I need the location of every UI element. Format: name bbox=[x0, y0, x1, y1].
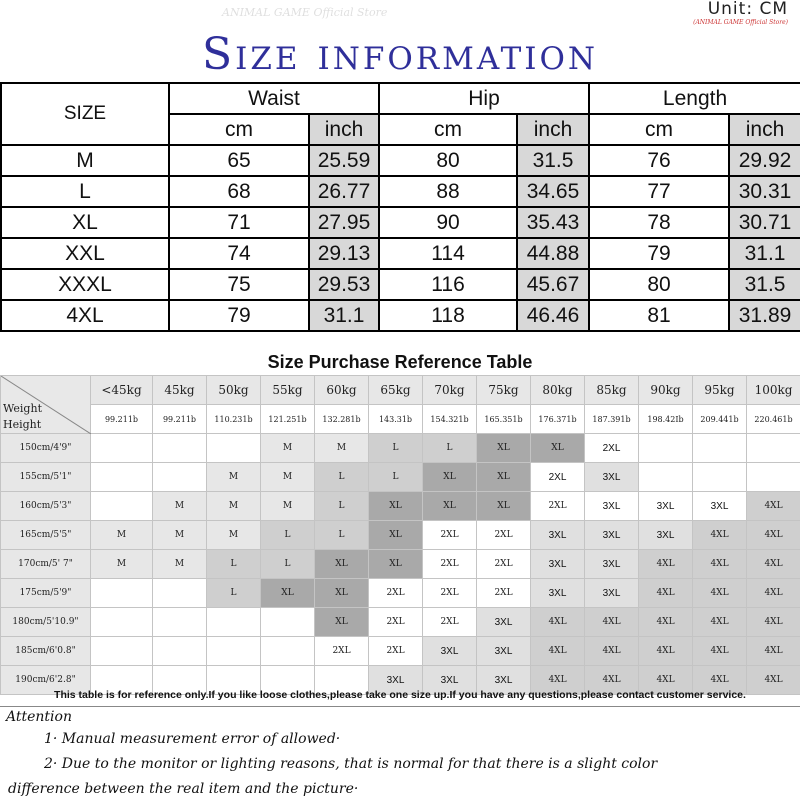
weight-kg-header: 75kg bbox=[477, 376, 531, 405]
size-recommendation-cell bbox=[153, 463, 207, 492]
height-header: 170cm/5' 7" bbox=[1, 550, 91, 579]
size-cell: XL bbox=[1, 207, 169, 238]
size-recommendation-cell: XL bbox=[477, 463, 531, 492]
measure-cell: 35.43 bbox=[517, 207, 589, 238]
measure-cell: 76 bbox=[589, 145, 729, 176]
divider bbox=[0, 706, 800, 707]
weight-lb-header: 165.351b bbox=[477, 405, 531, 434]
size-recommendation-cell: M bbox=[91, 521, 153, 550]
height-header: 165cm/5'5" bbox=[1, 521, 91, 550]
size-recommendation-cell: 4XL bbox=[747, 608, 800, 637]
measure-cell: 29.13 bbox=[309, 238, 379, 269]
size-recommendation-cell: L bbox=[315, 463, 369, 492]
size-recommendation-cell: 4XL bbox=[531, 608, 585, 637]
unit-label bbox=[693, 1, 788, 26]
unit-inch: inch bbox=[309, 114, 379, 145]
measure-cell: 34.65 bbox=[517, 176, 589, 207]
measure-cell: 30.31 bbox=[729, 176, 800, 207]
size-recommendation-cell: 2XL bbox=[477, 550, 531, 579]
watermark: ANIMAL GAME Official Store bbox=[222, 6, 388, 19]
size-recommendation-cell: L bbox=[369, 434, 423, 463]
size-recommendation-cell: 3XL bbox=[693, 492, 747, 521]
weight-lb-header: 198.42Ib bbox=[639, 405, 693, 434]
size-recommendation-cell: 2XL bbox=[315, 637, 369, 666]
size-recommendation-cell bbox=[639, 463, 693, 492]
size-recommendation-cell bbox=[153, 637, 207, 666]
measure-cell: 30.71 bbox=[729, 207, 800, 238]
size-recommendation-cell: 3XL bbox=[585, 492, 639, 521]
size-recommendation-cell: L bbox=[315, 492, 369, 521]
measure-cell: 65 bbox=[169, 145, 309, 176]
size-recommendation-cell: L bbox=[261, 550, 315, 579]
measure-cell: 29.92 bbox=[729, 145, 800, 176]
unit-cm: cm bbox=[589, 114, 729, 145]
measure-cell: 74 bbox=[169, 238, 309, 269]
size-cell: XXL bbox=[1, 238, 169, 269]
weight-kg-header: 70kg bbox=[423, 376, 477, 405]
size-recommendation-cell: L bbox=[207, 579, 261, 608]
attention-item-1: 1· Manual measurement error of allowed· bbox=[44, 731, 341, 747]
weight-lb-header: 143.31b bbox=[369, 405, 423, 434]
store-tag: (ANIMAL GAME Official Store) bbox=[693, 19, 788, 26]
size-row bbox=[1, 238, 800, 269]
weight-lb-header: 99.211b bbox=[153, 405, 207, 434]
size-recommendation-cell: M bbox=[261, 492, 315, 521]
size-recommendation-cell bbox=[693, 463, 747, 492]
size-row bbox=[1, 176, 800, 207]
purchase-table-title: Size Purchase Reference Table bbox=[267, 352, 533, 372]
measure-cell: 80 bbox=[589, 269, 729, 300]
size-recommendation-cell: 3XL bbox=[585, 463, 639, 492]
measure-cell: 44.88 bbox=[517, 238, 589, 269]
height-row bbox=[1, 492, 800, 521]
size-recommendation-cell: 3XL bbox=[585, 521, 639, 550]
length-header: Length bbox=[589, 83, 800, 114]
size-recommendation-cell: 4XL bbox=[531, 637, 585, 666]
measure-cell: 46.46 bbox=[517, 300, 589, 331]
weight-lb-header: 154.321b bbox=[423, 405, 477, 434]
size-recommendation-cell: XL bbox=[477, 434, 531, 463]
size-recommendation-cell: 3XL bbox=[423, 637, 477, 666]
size-recommendation-cell: M bbox=[153, 550, 207, 579]
weight-kg-header: 55kg bbox=[261, 376, 315, 405]
weight-lb-header: 121.251b bbox=[261, 405, 315, 434]
size-recommendation-cell: XL bbox=[369, 550, 423, 579]
size-row bbox=[1, 207, 800, 238]
size-recommendation-cell: 4XL bbox=[693, 608, 747, 637]
size-recommendation-cell bbox=[261, 608, 315, 637]
height-header: 185cm/6'0.8" bbox=[1, 637, 91, 666]
size-recommendation-cell: 4XL bbox=[693, 521, 747, 550]
size-cell: 4XL bbox=[1, 300, 169, 331]
size-recommendation-cell: 4XL bbox=[693, 579, 747, 608]
measure-cell: 79 bbox=[589, 238, 729, 269]
size-recommendation-cell bbox=[693, 434, 747, 463]
size-recommendation-cell: 2XL bbox=[369, 637, 423, 666]
height-header: 150cm/4'9" bbox=[1, 434, 91, 463]
size-recommendation-cell: 4XL bbox=[747, 637, 800, 666]
size-recommendation-cell: 2XL bbox=[531, 463, 585, 492]
measure-cell: 26.77 bbox=[309, 176, 379, 207]
size-recommendation-cell: L bbox=[369, 463, 423, 492]
size-recommendation-cell: 4XL bbox=[747, 521, 800, 550]
size-recommendation-cell bbox=[207, 637, 261, 666]
purchase-reference-table bbox=[0, 375, 800, 695]
hip-header: Hip bbox=[379, 83, 589, 114]
reference-note: This table is for reference only.If you like loose clothes,please take one size up.If you have any questions,please contact customer service. bbox=[54, 689, 746, 701]
weight-height-corner bbox=[1, 376, 91, 434]
weight-lb-header: 176.371b bbox=[531, 405, 585, 434]
size-recommendation-cell: XL bbox=[369, 521, 423, 550]
height-row bbox=[1, 608, 800, 637]
size-recommendation-cell: 4XL bbox=[747, 550, 800, 579]
size-recommendation-cell: 3XL bbox=[531, 550, 585, 579]
attention-item-3: difference between the real item and the picture· bbox=[8, 781, 359, 797]
unit-cm: cm bbox=[169, 114, 309, 145]
size-recommendation-cell: 4XL bbox=[747, 492, 800, 521]
measure-cell: 31.5 bbox=[517, 145, 589, 176]
size-recommendation-cell: 2XL bbox=[531, 492, 585, 521]
weight-kg-header: 50kg bbox=[207, 376, 261, 405]
size-recommendation-cell: 3XL bbox=[477, 608, 531, 637]
unit-inch: inch bbox=[729, 114, 800, 145]
height-row bbox=[1, 550, 800, 579]
size-recommendation-cell: L bbox=[261, 521, 315, 550]
size-recommendation-cell: 4XL bbox=[639, 637, 693, 666]
weight-kg-header: 95kg bbox=[693, 376, 747, 405]
size-recommendation-cell: 4XL bbox=[693, 550, 747, 579]
size-recommendation-cell: M bbox=[315, 434, 369, 463]
size-recommendation-cell bbox=[91, 637, 153, 666]
size-recommendation-cell bbox=[153, 579, 207, 608]
size-recommendation-cell: XL bbox=[315, 579, 369, 608]
height-header: 155cm/5'1" bbox=[1, 463, 91, 492]
measure-cell: 79 bbox=[169, 300, 309, 331]
weight-lb-header: 99.211b bbox=[91, 405, 153, 434]
size-recommendation-cell bbox=[153, 434, 207, 463]
size-cell: XXXL bbox=[1, 269, 169, 300]
weight-label: Weight bbox=[3, 402, 42, 415]
weight-lb-header: 132.281b bbox=[315, 405, 369, 434]
measure-cell: 27.95 bbox=[309, 207, 379, 238]
unit-cm: cm bbox=[379, 114, 517, 145]
height-row bbox=[1, 434, 800, 463]
size-recommendation-cell: 4XL bbox=[531, 666, 585, 695]
size-recommendation-cell bbox=[639, 434, 693, 463]
attention-item-2: 2· Due to the monitor or lighting reasons, that is normal for that there is a slight color bbox=[44, 756, 658, 772]
weight-kg-header: 65kg bbox=[369, 376, 423, 405]
measure-cell: 71 bbox=[169, 207, 309, 238]
weight-lb-header: 220.461b bbox=[747, 405, 800, 434]
unit-text: Unit: CM bbox=[707, 0, 788, 19]
size-recommendation-cell: 2XL bbox=[369, 579, 423, 608]
size-row bbox=[1, 269, 800, 300]
size-recommendation-cell: 3XL bbox=[531, 579, 585, 608]
measure-cell: 81 bbox=[589, 300, 729, 331]
size-recommendation-cell: XL bbox=[261, 579, 315, 608]
size-recommendation-cell: 4XL bbox=[747, 579, 800, 608]
size-recommendation-cell bbox=[91, 579, 153, 608]
size-recommendation-cell bbox=[91, 434, 153, 463]
size-recommendation-cell: 2XL bbox=[423, 550, 477, 579]
size-cell: M bbox=[1, 145, 169, 176]
measure-cell: 114 bbox=[379, 238, 517, 269]
measure-cell: 68 bbox=[169, 176, 309, 207]
measure-cell: 77 bbox=[589, 176, 729, 207]
size-recommendation-cell: L bbox=[207, 550, 261, 579]
weight-kg-header: 60kg bbox=[315, 376, 369, 405]
size-recommendation-cell: 4XL bbox=[585, 666, 639, 695]
size-recommendation-cell: 3XL bbox=[639, 521, 693, 550]
measure-cell: 75 bbox=[169, 269, 309, 300]
size-recommendation-cell: M bbox=[91, 550, 153, 579]
size-cell: L bbox=[1, 176, 169, 207]
size-recommendation-cell: M bbox=[207, 492, 261, 521]
size-recommendation-cell: 3XL bbox=[369, 666, 423, 695]
size-recommendation-cell: L bbox=[315, 521, 369, 550]
size-recommendation-cell: 2XL bbox=[585, 434, 639, 463]
size-recommendation-cell: 4XL bbox=[639, 608, 693, 637]
size-recommendation-cell: 3XL bbox=[531, 521, 585, 550]
size-recommendation-cell: 3XL bbox=[423, 666, 477, 695]
weight-kg-header: <45kg bbox=[91, 376, 153, 405]
measure-cell: 88 bbox=[379, 176, 517, 207]
size-recommendation-cell: 4XL bbox=[585, 637, 639, 666]
size-recommendation-cell bbox=[153, 608, 207, 637]
size-table bbox=[0, 82, 800, 332]
measure-cell: 25.59 bbox=[309, 145, 379, 176]
page-title: Size information bbox=[201, 29, 599, 80]
size-recommendation-cell: XL bbox=[423, 463, 477, 492]
size-recommendation-cell: 4XL bbox=[693, 666, 747, 695]
size-recommendation-cell: M bbox=[261, 434, 315, 463]
size-recommendation-cell: XL bbox=[315, 608, 369, 637]
size-recommendation-cell: 4XL bbox=[639, 550, 693, 579]
measure-cell: 90 bbox=[379, 207, 517, 238]
size-recommendation-cell: 3XL bbox=[585, 579, 639, 608]
size-recommendation-cell: XL bbox=[315, 550, 369, 579]
size-recommendation-cell: 4XL bbox=[747, 666, 800, 695]
height-header: 190cm/6'2.8" bbox=[1, 666, 91, 695]
size-recommendation-cell: XL bbox=[369, 492, 423, 521]
size-recommendation-cell: 2XL bbox=[423, 579, 477, 608]
size-recommendation-cell: M bbox=[153, 492, 207, 521]
size-header: SIZE bbox=[1, 83, 169, 145]
size-recommendation-cell: M bbox=[207, 463, 261, 492]
weight-kg-header: 45kg bbox=[153, 376, 207, 405]
size-recommendation-cell: 2XL bbox=[477, 521, 531, 550]
size-recommendation-cell: 2XL bbox=[477, 579, 531, 608]
height-row bbox=[1, 463, 800, 492]
measure-cell: 78 bbox=[589, 207, 729, 238]
weight-kg-header: 90kg bbox=[639, 376, 693, 405]
measure-cell: 118 bbox=[379, 300, 517, 331]
size-recommendation-cell: 4XL bbox=[639, 666, 693, 695]
size-recommendation-cell: 3XL bbox=[477, 666, 531, 695]
size-recommendation-cell: 4XL bbox=[585, 608, 639, 637]
size-recommendation-cell: L bbox=[423, 434, 477, 463]
size-recommendation-cell bbox=[91, 492, 153, 521]
height-header: 180cm/5'10.9" bbox=[1, 608, 91, 637]
size-recommendation-cell bbox=[91, 463, 153, 492]
attention-heading: Attention bbox=[6, 709, 72, 725]
size-row bbox=[1, 145, 800, 176]
size-recommendation-cell: XL bbox=[423, 492, 477, 521]
size-recommendation-cell: XL bbox=[531, 434, 585, 463]
size-recommendation-cell: 3XL bbox=[639, 492, 693, 521]
weight-lb-header: 110.231b bbox=[207, 405, 261, 434]
size-recommendation-cell: M bbox=[153, 521, 207, 550]
size-recommendation-cell bbox=[747, 463, 800, 492]
measure-cell: 31.1 bbox=[309, 300, 379, 331]
size-recommendation-cell: 4XL bbox=[639, 579, 693, 608]
size-recommendation-cell: 2XL bbox=[423, 608, 477, 637]
measure-cell: 29.53 bbox=[309, 269, 379, 300]
size-recommendation-cell: 3XL bbox=[585, 550, 639, 579]
size-recommendation-cell bbox=[261, 637, 315, 666]
size-recommendation-cell: 2XL bbox=[369, 608, 423, 637]
unit-inch: inch bbox=[517, 114, 589, 145]
weight-lb-header: 209.441b bbox=[693, 405, 747, 434]
waist-header: Waist bbox=[169, 83, 379, 114]
measure-cell: 116 bbox=[379, 269, 517, 300]
height-row bbox=[1, 521, 800, 550]
size-recommendation-cell: 4XL bbox=[693, 637, 747, 666]
weight-kg-header: 100kg bbox=[747, 376, 800, 405]
size-recommendation-cell bbox=[207, 608, 261, 637]
height-header: 160cm/5'3" bbox=[1, 492, 91, 521]
measure-cell: 31.1 bbox=[729, 238, 800, 269]
size-recommendation-cell bbox=[207, 434, 261, 463]
height-row bbox=[1, 579, 800, 608]
weight-lb-header: 187.391b bbox=[585, 405, 639, 434]
size-recommendation-cell bbox=[747, 434, 800, 463]
size-recommendation-cell: M bbox=[207, 521, 261, 550]
size-recommendation-cell: M bbox=[261, 463, 315, 492]
size-recommendation-cell: 2XL bbox=[423, 521, 477, 550]
measure-cell: 31.5 bbox=[729, 269, 800, 300]
height-header: 175cm/5'9" bbox=[1, 579, 91, 608]
measure-cell: 31.89 bbox=[729, 300, 800, 331]
height-row bbox=[1, 637, 800, 666]
size-row bbox=[1, 300, 800, 331]
weight-kg-header: 80kg bbox=[531, 376, 585, 405]
height-label: Height bbox=[3, 418, 42, 431]
size-recommendation-cell bbox=[91, 608, 153, 637]
weight-kg-header: 85kg bbox=[585, 376, 639, 405]
measure-cell: 45.67 bbox=[517, 269, 589, 300]
size-recommendation-cell: 3XL bbox=[477, 637, 531, 666]
size-recommendation-cell: XL bbox=[477, 492, 531, 521]
measure-cell: 80 bbox=[379, 145, 517, 176]
